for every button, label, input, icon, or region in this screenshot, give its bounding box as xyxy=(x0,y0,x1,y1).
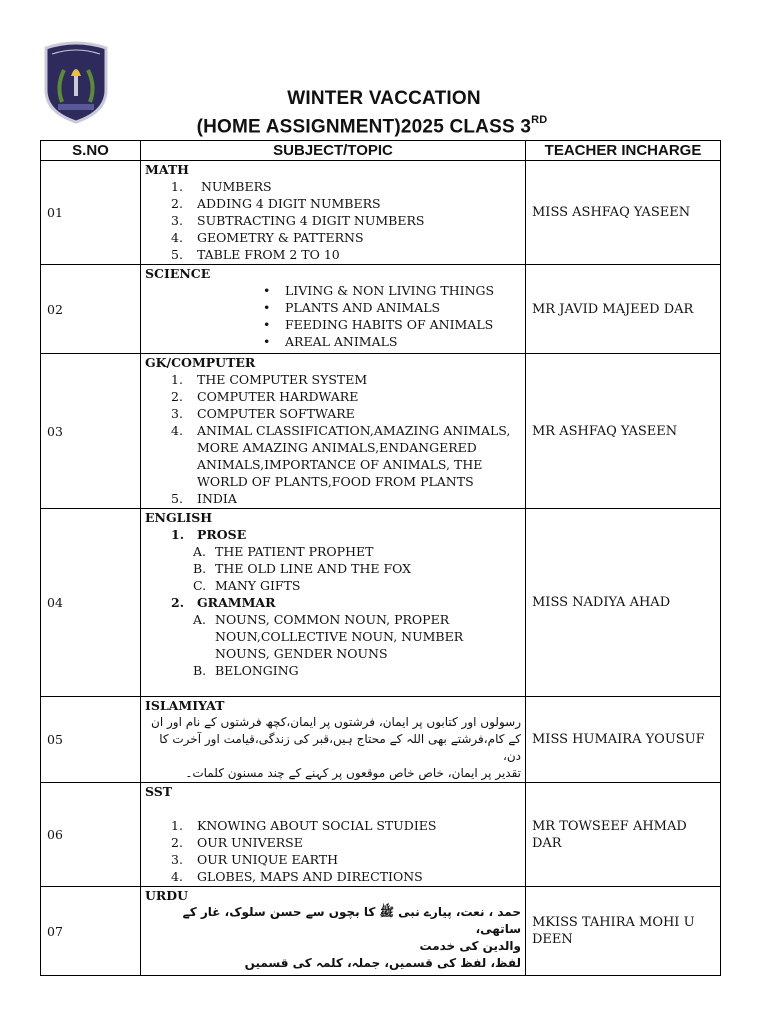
topic-item: 2. OUR UNIVERSE xyxy=(171,835,303,850)
teacher-name: MISS NADIYA AHAD xyxy=(526,509,721,697)
school-crest-icon xyxy=(40,40,112,124)
table-header-row xyxy=(41,141,721,161)
header-sno: S.NO xyxy=(41,141,141,161)
document-title: WINTER VACCATION xyxy=(287,88,481,109)
subject-name: GK/COMPUTER xyxy=(145,355,256,370)
table-row xyxy=(41,509,721,697)
section-heading: 2. GRAMMAR xyxy=(171,595,276,610)
topic-item: 1. KNOWING ABOUT SOCIAL STUDIES xyxy=(171,818,437,833)
topic-item: 5. INDIA xyxy=(171,491,237,506)
header-teacher: TEACHER INCHARGE xyxy=(526,141,721,161)
row-sno: 02 xyxy=(41,265,141,354)
table-row xyxy=(41,161,721,265)
table-row xyxy=(41,265,721,354)
topic-item: 3. COMPUTER SOFTWARE xyxy=(171,406,355,421)
subtitle-text: (HOME ASSIGNMENT)2025 CLASS 3 xyxy=(196,116,532,138)
row-topic xyxy=(141,354,526,509)
urdu-text-line: والدین کی خدمت xyxy=(419,939,521,953)
teacher-name: MISS HUMAIRA YOUSUF xyxy=(526,697,721,783)
blank-line xyxy=(145,800,521,817)
topic-item: 1. THE COMPUTER SYSTEM xyxy=(171,372,368,387)
topic-item: • PLANTS AND ANIMALS xyxy=(263,299,521,316)
topic-item: 4. GLOBES, MAPS AND DIRECTIONS xyxy=(171,869,423,884)
row-topic xyxy=(141,783,526,887)
section-heading: 1. PROSE xyxy=(171,527,247,542)
topic-item: A. THE PATIENT PROPHET xyxy=(193,544,374,559)
row-topic xyxy=(141,509,526,697)
topic-item: • AREAL ANIMALS xyxy=(263,333,521,350)
subject-name: SST xyxy=(145,784,173,799)
topic-item: • FEEDING HABITS OF ANIMALS xyxy=(263,316,521,333)
teacher-name: MISS ASHFAQ YASEEN xyxy=(526,161,721,265)
subject-name: MATH xyxy=(145,162,189,177)
subject-name: ENGLISH xyxy=(145,510,213,525)
document-subtitle xyxy=(0,116,756,138)
urdu-text-line: لفظ، لفظ کی قسمیں، جملہ، کلمہ کی قسمیں xyxy=(244,956,521,970)
row-topic xyxy=(141,697,526,783)
topic-item: B. THE OLD LINE AND THE FOX xyxy=(193,561,412,576)
row-topic xyxy=(141,161,526,265)
topic-item: 4. ANIMAL CLASSIFICATION,AMAZING ANIMALS, MORE AMAZING ANIMALS,ENDANGERED ANIMALS,IMPORTANCE OF ANIMALS, THE WORLD OF PLANTS,FOOD FROM PLANTS xyxy=(171,423,511,489)
topic-item: • LIVING & NON LIVING THINGS xyxy=(263,282,521,299)
urdu-text-line: حمد ، نعت، پیارے نبی ﷺ کا بچوں سے حسن سلوک، غار کے ساتھی، xyxy=(182,905,521,936)
table-row xyxy=(41,783,721,887)
topic-item: 3. SUBTRACTING 4 DIGIT NUMBERS xyxy=(171,213,425,228)
table-row xyxy=(41,354,721,509)
urdu-text-line: رسولوں اور کتابوں پر ایمان، فرشتوں پر ایمان،کچھ فرشتوں کے نام اور ان xyxy=(151,715,521,729)
topic-item: 4. GEOMETRY & PATTERNS xyxy=(171,230,364,245)
topic-item: C. MANY GIFTS xyxy=(193,578,301,593)
row-sno: 06 xyxy=(41,783,141,887)
topic-item: 1. NUMBERS xyxy=(171,179,272,194)
school-logo xyxy=(40,40,112,124)
urdu-text-line: کے کام،فرشتے بھی اللہ کے محتاج ہیں،قبر کی زندگی،قیامت اور آخرت کا دن، xyxy=(159,732,521,763)
topic-item: B. BELONGING xyxy=(193,663,299,678)
topic-item: 2. COMPUTER HARDWARE xyxy=(171,389,359,404)
teacher-name: MR JAVID MAJEED DAR xyxy=(526,265,721,354)
teacher-name: MKISS TAHIRA MOHI U DEEN xyxy=(526,887,721,976)
ordinal-suffix: RD xyxy=(531,114,548,126)
table-row xyxy=(41,697,721,783)
header-subject: SUBJECT/TOPIC xyxy=(141,141,526,161)
topic-item: 5. TABLE FROM 2 TO 10 xyxy=(171,247,340,262)
table-row xyxy=(41,887,721,976)
topic-item: 3. OUR UNIQUE EARTH xyxy=(171,852,339,867)
row-sno: 05 xyxy=(41,697,141,783)
row-sno: 01 xyxy=(41,161,141,265)
urdu-text-line: تقدیر پر ایمان، خاص خاص موقعوں پر کہنے کے چند مسنون کلمات۔ xyxy=(185,766,521,780)
subject-name: ISLAMIYAT xyxy=(145,698,225,713)
subject-name: URDU xyxy=(145,888,189,903)
topic-item: A. NOUNS, COMMON NOUN, PROPER NOUN,COLLECTIVE NOUN, NUMBER NOUNS, GENDER NOUNS xyxy=(193,612,464,661)
row-topic xyxy=(141,887,526,976)
teacher-name: MR ASHFAQ YASEEN xyxy=(526,354,721,509)
row-sno: 04 xyxy=(41,509,141,697)
row-sno: 07 xyxy=(41,887,141,976)
row-topic xyxy=(141,265,526,354)
topic-item: 2. ADDING 4 DIGIT NUMBERS xyxy=(171,196,381,211)
row-sno: 03 xyxy=(41,354,141,509)
assignment-table xyxy=(40,140,721,976)
teacher-name: MR TOWSEEF AHMAD DAR xyxy=(526,783,721,887)
subject-name: SCIENCE xyxy=(145,266,211,281)
